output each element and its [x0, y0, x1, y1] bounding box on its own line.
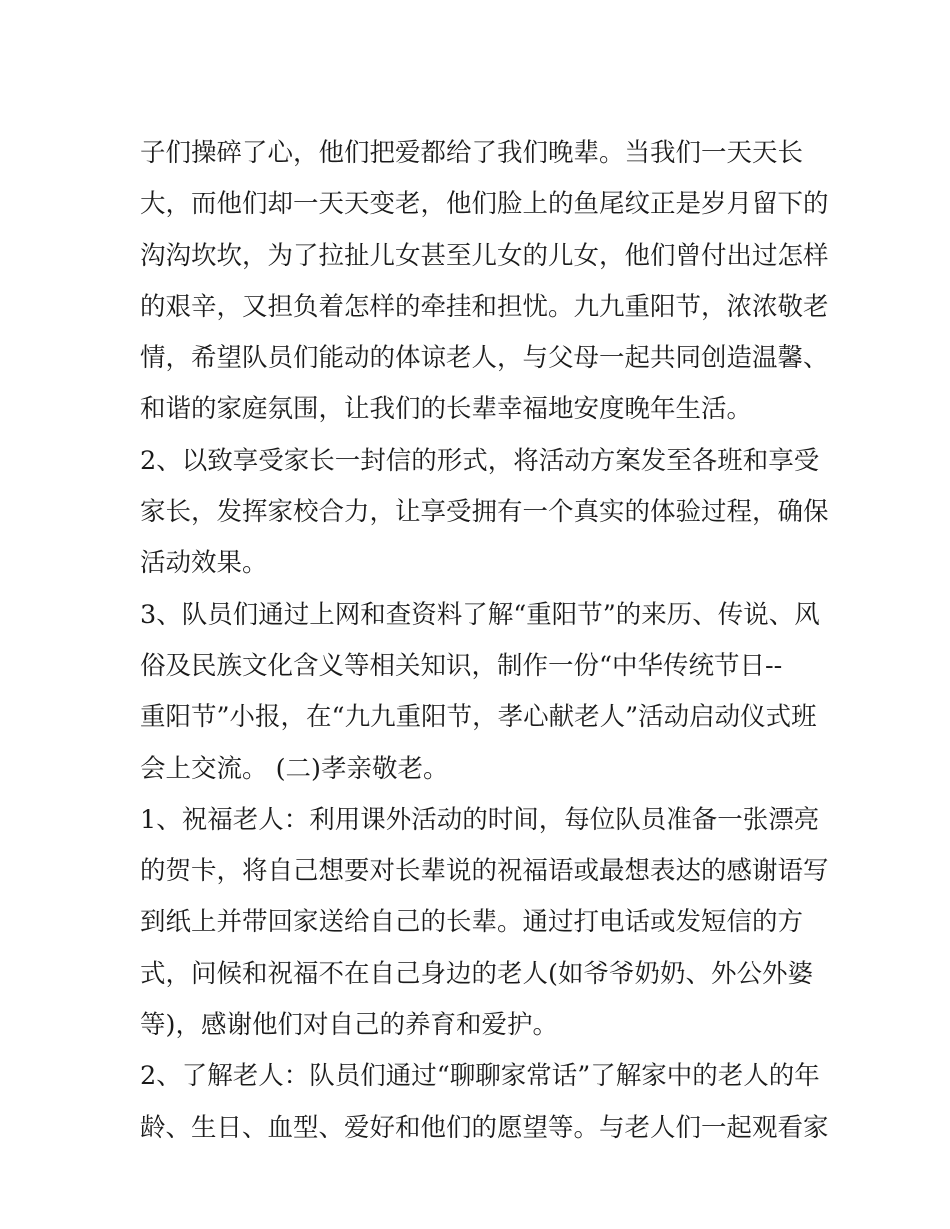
text-line: 沟沟坎坎，为了拉扯儿女甚至儿女的儿女，他们曾付出过怎样 — [140, 240, 829, 271]
text-line: 到纸上并带回家送给自己的长辈。通过打电话或发短信的方 — [140, 907, 804, 938]
text-line: 等)，感谢他们对自己的养育和爱护。 — [140, 1010, 558, 1041]
text-line: 的艰辛，又担负着怎样的牵挂和担忧。九九重阳节，浓浓敬老 — [140, 291, 829, 322]
text-line: 2、以致享受家长一封信的形式，将活动方案发至各班和享受 — [140, 445, 820, 476]
text-line: 1、祝福老人：利用课外活动的时间，每位队员准备一张漂亮 — [140, 804, 820, 835]
text-line: 式，问候和祝福不在自己身边的老人(如爷爷奶奶、外公外婆 — [140, 958, 813, 989]
text-line: 大，而他们却一天天变老，他们脸上的鱼尾纹正是岁月留下的 — [140, 189, 829, 220]
text-line: 子们操碎了心，他们把爱都给了我们晚辈。当我们一天天长 — [140, 138, 804, 168]
document-body — [140, 128, 830, 1154]
text-line: 和谐的家庭氛围，让我们的长辈幸福地安度晚年生活。 — [140, 394, 753, 425]
text-line: 家长，发挥家校合力，让享受拥有一个真实的体验过程，确保 — [140, 497, 829, 528]
text-line: 俗及民族文化含义等相关知识，制作一份“中华传统节日-- — [140, 650, 783, 681]
text-line: 活动效果。 — [140, 548, 268, 579]
text-line: 重阳节”小报，在“九九重阳节，孝心献老人”活动启动仪式班 — [140, 702, 817, 733]
text-line: 情，希望队员们能动的体谅老人，与父母一起共同创造温馨、 — [140, 343, 829, 374]
text-line: 的贺卡，将自己想要对长辈说的祝福语或最想表达的感谢语写 — [140, 856, 829, 887]
text-line: 3、队员们通过上网和查资料了解“重阳节”的来历、传说、风 — [140, 599, 820, 630]
text-line: 龄、生日、血型、爱好和他们的愿望等。与老人们一起观看家 — [140, 1112, 829, 1143]
text-line: 会上交流。 (二)孝亲敬老。 — [140, 753, 449, 784]
text-line: 2、了解老人：队员们通过“聊聊家常话”了解家中的老人的年 — [140, 1061, 820, 1092]
